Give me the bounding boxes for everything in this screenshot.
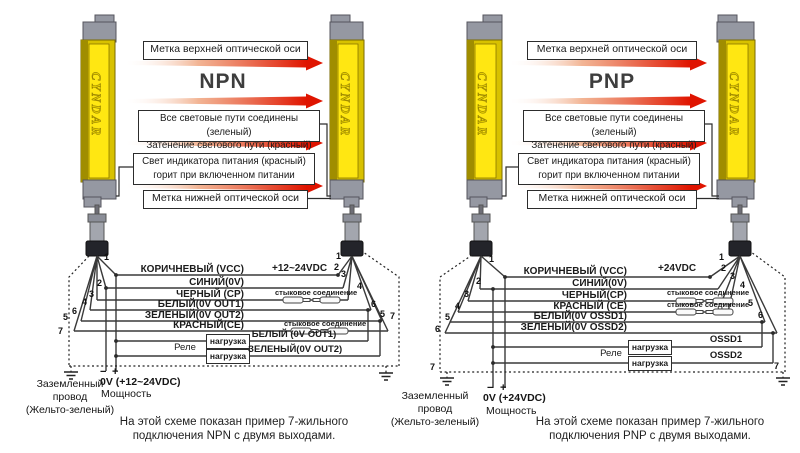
pnp-caption-line2: подключения PNP с двумя выходами. — [549, 429, 751, 442]
npn-callout-bottom-axis: Метка нижней оптической оси — [143, 190, 308, 209]
npn-ground-label-line2: провод — [52, 391, 88, 403]
pnp-pin-right-4: 4 — [740, 280, 746, 290]
npn-ground-label — [14, 378, 126, 417]
npn-wire-label-brown-vcc: КОРИЧНЕВЫЙ (VCC) — [140, 264, 244, 275]
npn-power-value: 0V (+12~24VDC) — [100, 376, 181, 388]
pnp-butt-joint-label-ce: стыковое соединение — [667, 300, 750, 309]
npn-wire-label-black-cp: ЧЕРНЫЙ (СР) — [176, 289, 244, 300]
npn-pin-left-6: 5 — [63, 312, 69, 322]
npn-callout-power-line2: горит при включенном питании — [153, 169, 295, 181]
npn-pin-left-4: 4 — [82, 297, 88, 307]
pnp-out2-label: OSSD2 — [709, 350, 743, 361]
npn-out2-label: ЗЕЛЕНЫЙ(0V OUT2) — [248, 344, 343, 355]
pnp-left-connector — [470, 205, 492, 256]
pnp-out1-label: OSSD1 — [709, 334, 743, 345]
pnp-supply-voltage-label: +24VDC — [658, 263, 697, 274]
npn-callout-power-indicator — [133, 153, 315, 185]
pnp-ground-label-line3: (Жельто-зеленый) — [390, 416, 480, 428]
pnp-ground-right-icon — [776, 378, 790, 385]
npn-pin-right-7: 7 — [390, 311, 396, 321]
pnp-callout-top-axis: Метка верхней оптической оси — [527, 41, 697, 60]
npn-caption-line2: подключения NPN с двумя выходами. — [132, 429, 336, 442]
pnp-butt-joint-label-cp: стыковое соединение — [667, 288, 750, 297]
pnp-pin-right-7: 7 — [774, 361, 780, 371]
npn-load-box-2: нагрузка — [206, 349, 250, 364]
npn-pin-right-6: 5 — [380, 309, 386, 319]
pnp-pin-right-3: 3 — [730, 271, 736, 281]
npn-caption-line1: На этой схеме показан пример 7-жильного — [119, 416, 349, 428]
pnp-pin-left-4: 4 — [455, 301, 461, 311]
npn-out1-label: БЕЛЫЙ (0V OUT1) — [251, 329, 337, 340]
npn-pin-left-2: 2 — [97, 278, 103, 288]
pnp-pin-left-6: 6 — [435, 324, 441, 334]
npn-wire-label-white-out1: БЕЛЫЙ(0V OUT1) — [157, 299, 244, 310]
npn-pin-left-5: 6 — [72, 306, 78, 316]
pnp-ground-label — [379, 390, 491, 429]
pnp-load-box-2: нагрузка — [628, 356, 672, 371]
npn-caption — [108, 416, 360, 443]
npn-wire-label-green-out2: ЗЕЛЕНЫЙ(0V OUT2) — [144, 310, 244, 321]
pnp-pin-right-2: 2 — [721, 263, 727, 273]
pnp-callout-bottom-axis: Метка нижней оптической оси — [527, 190, 697, 209]
pnp-power-value: 0V (+24VDC) — [483, 392, 546, 404]
pnp-pin-right-6: 6 — [758, 310, 764, 320]
npn-relay-label: Реле — [174, 342, 196, 353]
brand-logo-npn-left: CYNDAR — [89, 72, 103, 138]
npn-ground-right-icon — [379, 373, 393, 380]
npn-pin-left-1: 1 — [104, 252, 110, 262]
pnp-plus-terminal: + — [500, 382, 507, 394]
pnp-wire-label-black-cp: ЧЕРНЫЙ(СР) — [561, 290, 627, 301]
pnp-right-connector — [729, 205, 751, 256]
npn-load-box-1: нагрузка — [206, 334, 250, 349]
npn-pin-right-1: 1 — [336, 251, 342, 261]
npn-wire-label-blue-0v: СИНИЙ(0V) — [189, 277, 244, 288]
pnp-power-word: Мощность — [486, 405, 537, 417]
pnp-minus-terminal: − — [487, 382, 494, 394]
npn-pin-right-3: 3 — [341, 269, 347, 279]
npn-ground-label-line1: Заземленный — [36, 378, 104, 390]
pnp-caption-line1: На этой схеме показан пример 7-жильного — [535, 416, 765, 428]
pnp-caption — [524, 416, 776, 443]
pnp-callout-power-line1: Свет индикатора питания (красный) — [527, 156, 691, 167]
npn-supply-voltage-label: +12~24VDC — [272, 263, 328, 274]
brand-logo-pnp-left: CYNDAR — [475, 72, 489, 138]
pnp-callout-status-line1: Все световые пути соединены (зеленый) — [544, 113, 684, 138]
pnp-title: PNP — [588, 70, 636, 93]
pnp-wire-label-white-ossd1: БЕЛЫЙ(0V OSSD1) — [533, 311, 627, 322]
pnp-pin-left-3: 3 — [464, 289, 470, 299]
npn-title: NPN — [199, 70, 247, 93]
pnp-wire-label-red-ce: КРАСНЫЙ (СЕ) — [553, 301, 627, 312]
npn-pin-right-2: 2 — [334, 262, 340, 272]
pnp-callout-power-line2: горит при включенном питании — [538, 169, 680, 181]
pnp-pin-left-2: 2 — [476, 276, 482, 286]
pnp-ground-label-line2: провод — [417, 403, 453, 415]
pnp-callout-status-line2: Затенение светового пути (красный) — [531, 140, 697, 151]
npn-callout-status — [138, 110, 320, 151]
pnp-pin-right-1: 1 — [719, 252, 725, 262]
npn-callout-status-line2: Затенение светового пути (красный) — [146, 140, 312, 151]
pnp-wire-label-blue-0v: СИНИЙ(0V) — [572, 278, 627, 289]
npn-pin-right-5: 6 — [371, 299, 377, 309]
pnp-ground-label-line1: Заземленный — [401, 390, 469, 402]
brand-logo-npn-right: CYNDAR — [338, 72, 352, 138]
brand-logo-pnp-right: CYNDAR — [727, 72, 741, 138]
pnp-pin-left-1: 1 — [489, 254, 495, 264]
npn-pin-right-4: 4 — [357, 281, 363, 291]
pnp-load-box-1: нагрузка — [628, 340, 672, 355]
pnp-callout-status — [523, 110, 705, 151]
pnp-pin-left-7: 7 — [430, 362, 436, 372]
npn-callout-status-line1: Все световые пути соединены (зеленый) — [159, 113, 299, 138]
npn-butt-joint-label-cp: стыковое соединение — [275, 288, 358, 297]
npn-wire-label-red-ce: КРАСНЫЙ(СЕ) — [173, 320, 244, 331]
pnp-relay-label: Реле — [600, 348, 622, 359]
npn-pin-left-7: 7 — [58, 326, 64, 336]
npn-pin-left-3: 3 — [89, 289, 95, 299]
npn-right-connector — [341, 205, 363, 256]
pnp-wire-label-green-ossd2: ЗЕЛЕНЫЙ(0V OSSD2) — [520, 322, 627, 333]
pnp-wire-label-brown-vcc: КОРИЧНЕВЫЙ (VCC) — [523, 266, 627, 277]
npn-butt-joint-label-ce: стыковое соединение — [284, 319, 367, 328]
npn-callout-power-line1: Свет индикатора питания (красный) — [142, 156, 306, 167]
npn-callout-top-axis: Метка верхней оптической оси — [143, 41, 308, 60]
pnp-pin-right-5: 5 — [748, 298, 754, 308]
pnp-callout-power-indicator — [518, 153, 700, 185]
pnp-pin-left-5: 5 — [445, 312, 451, 322]
npn-left-connector — [86, 205, 108, 256]
npn-power-word: Мощность — [101, 388, 152, 400]
npn-ground-label-line3: (Жельто-зеленый) — [25, 404, 115, 416]
pnp-ground-left-icon — [440, 378, 454, 385]
npn-plus-terminal: + — [112, 366, 119, 378]
npn-minus-terminal: − — [100, 366, 107, 378]
